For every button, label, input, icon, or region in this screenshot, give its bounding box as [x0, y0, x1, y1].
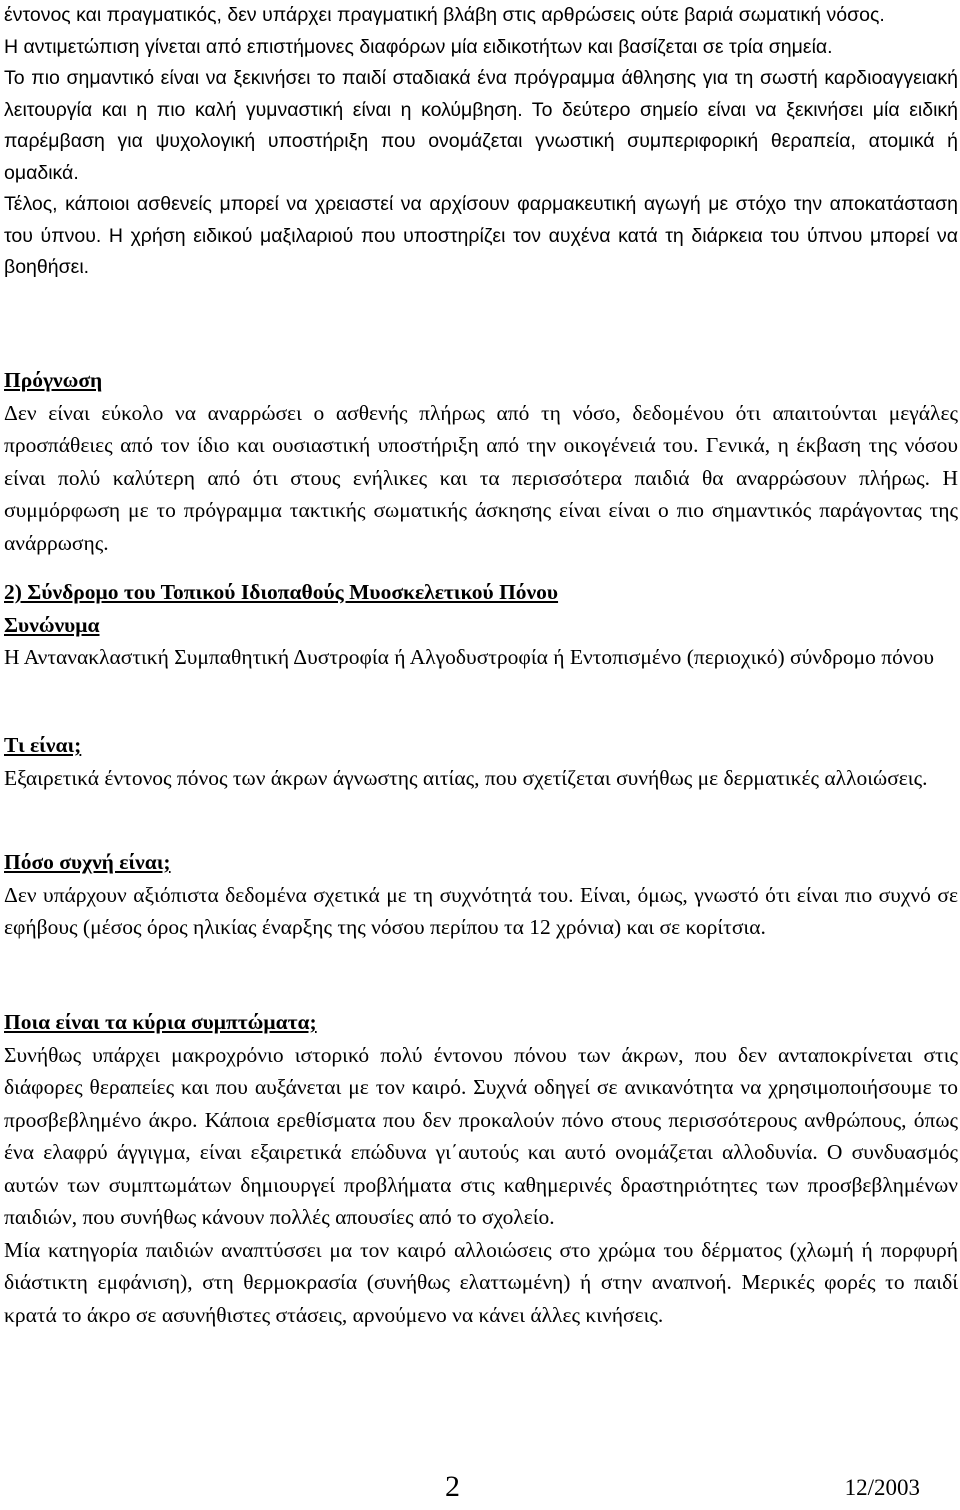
intro-paragraph-4: Τέλος, κάποιοι ασθενείς μπορεί να χρειαστεί να αρχίσουν φαρμακευτική αγωγή με στόχο την αποκατάσταση του ύπνου. Η χρήση ειδικού μαξιλαριού που υποστηρίζει τον αυχένα κατά τη διάρκεια του ύπνου μπορεί να βοηθήσει. — [4, 193, 958, 278]
prognosis-section — [4, 364, 958, 559]
frequency-text: Δεν υπάρχουν αξιόπιστα δεδομένα σχετικά με τη συχνότητά του. Είναι, όμως, γνωστό ότι είναι πιο συχνό σε εφήβους (μέσος όρος ηλικίας έναρξης της νόσου περίπου τα 12 χρόνια) και σε κορίτσια. — [4, 882, 958, 939]
symptoms-paragraph-2: Μία κατηγορία παιδιών αναπτύσσει μα τον καιρό αλλοιώσεις στο χρώμα του δέρματος (χλωμή ή πορφυρή διάστικτη εμφάνιση), στη θερμοκρασία (συνήθως ελαττωμένη) ή στην αναπνοή. Μερικές φορές το παιδί κρατά το άκρο σε ασυνήθιστες στάσεις, αρνούμενο να κάνει άλλες κινήσεις. — [4, 1237, 958, 1327]
prognosis-text: Δεν είναι εύκολο να αναρρώσει ο ασθενής πλήρως από τη νόσο, δεδομένου ότι απαιτούνται μεγάλες προσπάθειες από τον ίδιο και ουσιαστική υποστήριξη από την οικογένειά του. Γενικά, η έκβαση της νόσου είναι πολύ καλύτερη από ότι στους ενήλικες και τα περισσότερα παιδιά θα αναρρώσουν πλήρως. Η συμμόρφωση με το πρόγραμμα τακτικής σωματικής άσκησης είναι είναι ο πιο σημαντικός παράγοντας της ανάρρωσης. — [4, 400, 958, 555]
synonyms-text: Η Αντανακλαστική Συμπαθητική Δυστροφία ή Αλγοδυστροφία ή Εντοπισμένο (περιοχικό) σύνδρομο πόνου — [4, 645, 934, 669]
symptoms-section — [4, 1006, 958, 1331]
synonyms-heading: Συνώνυμα — [4, 612, 100, 637]
prognosis-heading: Πρόγνωση — [4, 368, 103, 392]
footer-date: 12/2003 — [844, 1475, 920, 1500]
intro-block — [4, 0, 958, 284]
intro-paragraph-1: έντονος και πραγματικός, δεν υπάρχει πραγματική βλάβη στις αρθρώσεις ούτε βαριά σωματική νόσος. — [4, 4, 885, 26]
intro-paragraph-3: Το πιο σημαντικό είναι να ξεκινήσει το παιδί σταδιακά ένα πρόγραμμα άθλησης για τη σωστή καρδιοαγγειακή λειτουργία και η πιο καλή γυμναστική είναι η κολύμβηση. Το δεύτερο σημείο είναι να ξεκινήσει μία ειδική παρέμβαση για ψυχολογική υποστήριξη που ονομάζεται γνωστική συμπεριφορική θεραπεία, ατομικά ή ομαδικά. — [4, 67, 958, 184]
section-2 — [4, 576, 958, 674]
what-is-text: Εξαιρετικά έντονος πόνος των άκρων άγνωστης αιτίας, που σχετίζεται συνήθως με δερματικές αλλοιώσεις. — [4, 765, 928, 790]
frequency-section — [4, 846, 958, 944]
document-page — [4, 0, 958, 1510]
intro-paragraph-2: Η αντιμετώπιση γίνεται από επιστήμονες διαφόρων μία ειδικοτήτων και βασίζεται σε τρία σημεία. — [4, 35, 833, 58]
symptoms-heading: Ποια είναι τα κύρια συμπτώματα; — [4, 1010, 317, 1034]
what-is-heading: Τι είναι; — [4, 733, 82, 757]
page-number: 2 — [445, 1470, 460, 1503]
frequency-heading: Πόσο συχνή είναι; — [4, 850, 171, 874]
section-2-title: 2) Σύνδρομο του Τοπικού Ιδιοπαθούς Μυοσκελετικού Πόνου — [4, 580, 559, 604]
symptoms-paragraph-1: Συνήθως υπάρχει μακροχρόνιο ιστορικό πολύ έντονου πόνου των άκρων, που δεν ανταποκρίνεται στις διάφορες θεραπείες και που αυξάνεται με τον καιρό. Συχνά οδηγεί σε ανικανότητα να χρησιμοποιήσουμε το προσβεβλημένο άκρο. Κάποια ερεθίσματα που δεν προκαλούν πόνο στους περισσότερους ανθρώπους, όπως ένα ελαφρύ άγγιγμα, είναι εξαιρετικά επώδυνα γι΄αυτούς και αυτό ονομάζεται αλλοδυνία. Ο συνδυασμός αυτών των συμπτωμάτων δημιουργεί προβλήματα στις καθημερινές δραστηριότητες των προσβεβλημένων παιδιών, που συνήθως κάνουν πολλές απουσίες από το σχολείο. — [4, 1042, 958, 1229]
what-is-section — [4, 729, 958, 794]
